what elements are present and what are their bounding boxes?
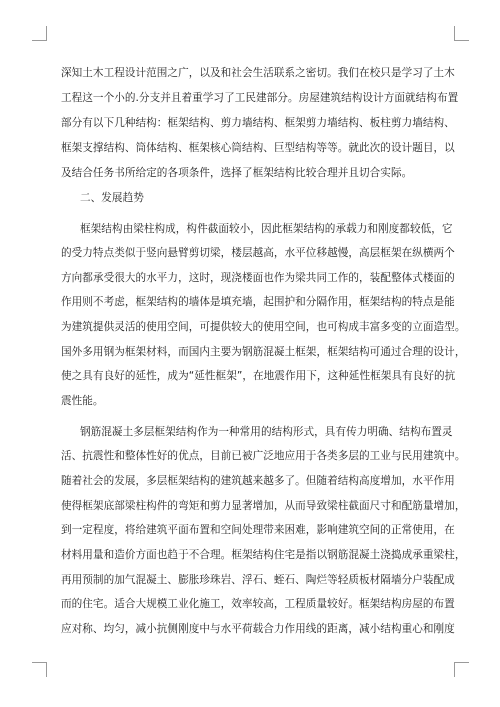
text-line: 框架结构由梁柱构成，构件截面较小，因此框架结构的承载力和刚度都较低，它: [80, 223, 453, 235]
text-line: 而的住宅。适合大规模工业化施工，效率较高，工程质量较好。框架结构房屋的布置: [61, 598, 455, 610]
text-line: 深知土木工程设计范围之广，以及和社会生活联系之密切。我们在校只是学习了土木: [61, 67, 455, 79]
text-line: 材料用量和造价方面也趋于不合理。框架结构住宅是指以钢筋混凝土浇捣成承重梁柱，: [61, 549, 466, 561]
text-line: 为建筑提供灵活的使用空间，可提供较大的使用空间，也可构成丰富多变的立面造型。: [61, 321, 466, 333]
text-line: 使之具有良好的延性，成为“延性框架”，在地震作用下，这种延性框架具有良好的抗: [61, 370, 456, 382]
crop-mark-top-left: [32, 26, 47, 41]
text-line: 部分有以下几种结构：框架结构、剪力墙结构、框架剪力墙结构、板柱剪力墙结构、: [61, 117, 455, 129]
text-line: 再用预制的加气混凝土、膨胀珍珠岩、浮石、蛭石、陶烂等轻质板材隔墙分户装配成: [61, 574, 455, 586]
text-line: 工程这一个小的.分支并且着重学习了工民建部分。房屋建筑结构设计方面就结构布置: [61, 92, 459, 104]
crop-mark-top-right: [454, 26, 469, 41]
text-line: 及结合任务书所给定的各项条件，选择了框架结构比较合理并且切合实际。: [61, 167, 413, 179]
text-line: 作用则不考虑，框架结构的墙体是填充墙，起围护和分隔作用，框架结构的特点是能: [61, 296, 455, 308]
section-heading: 二、发展趋势: [80, 192, 144, 204]
text-line: 到一定程度，将给建筑平面布置和空间处理带来困难，影响建筑空间的正常使用，在: [61, 524, 455, 536]
text-line: 框架支撑结构、筒体结构、框架核心筒结构、巨型结构等等。就此次的设计题目，以: [61, 142, 455, 154]
text-line: 应对称、均匀，减小抗侧刚度中与水平荷载合力作用线的距离，减小结构重心和刚度: [61, 623, 455, 635]
text-line: 随着社会的发展，多层框架结构的建筑越来越多了。但随着结构高度增加，水平作用: [61, 475, 455, 487]
text-line: 震性能。: [61, 395, 104, 407]
text-line: 使得框架底部梁柱构件的弯矩和剪力显著增加，从而导致梁柱截面尺寸和配筋量增加，: [61, 500, 466, 512]
crop-mark-bottom-left: [32, 662, 47, 677]
text-line: 国外多用钢为框架材料，而国内主要为钢筋混凝土框架，框架结构可通过合理的设计，: [61, 346, 466, 358]
text-line: 方向都承受很大的水平力，这时，现浇楼面也作为梁共同工作的，装配整体式楼面的: [61, 272, 455, 284]
text-line: 的受力特点类似于竖向悬臂剪切梁，楼层越高，水平位移越慢，高层框架在纵横两个: [61, 247, 455, 259]
text-line: 活、抗震性和整体性好的优点，目前已被广泛地应用于各类多层的工业与民用建筑中。: [61, 450, 466, 462]
crop-mark-bottom-right: [454, 662, 469, 677]
text-line: 钢筋混凝土多层框架结构作为一种常用的结构形式，具有传力明确、结构布置灵: [80, 426, 453, 438]
